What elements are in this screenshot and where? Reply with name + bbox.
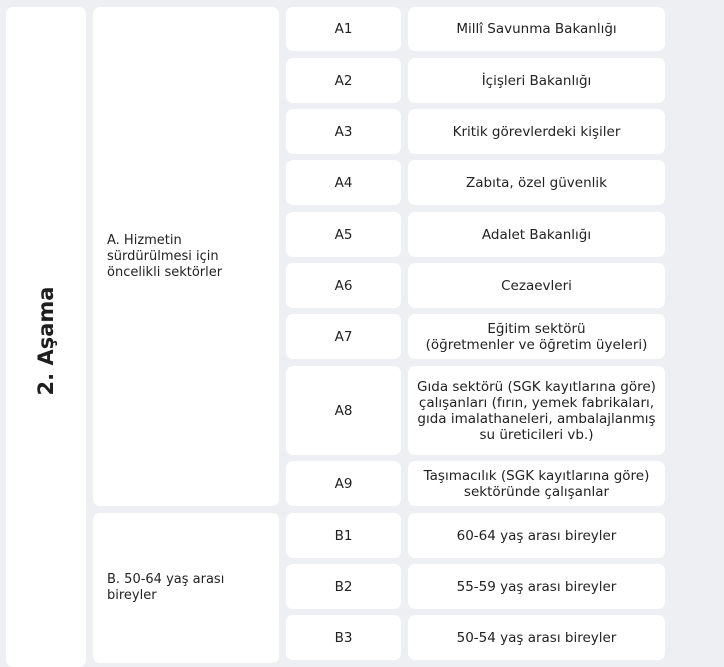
row-description	[408, 7, 665, 51]
row-code	[286, 366, 401, 455]
row-description-text: İçişleri Bakanlığı	[481, 72, 592, 89]
row-description	[408, 461, 665, 506]
group-a	[93, 7, 279, 506]
row-description-text: Adalet Bakanlığı	[481, 226, 592, 243]
row-code	[286, 513, 401, 558]
row-code	[286, 263, 401, 308]
row-description	[408, 513, 665, 558]
row-description	[408, 314, 665, 359]
row-code	[286, 564, 401, 609]
row-code	[286, 461, 401, 506]
group-b	[93, 513, 279, 663]
row-description-text: Gıda sektörü (SGK kayıtlarına göre) çalışanları (fırın, yemek fabrikaları, gıda imalathaneleri, ambalajlanmış su üreticileri vb.)	[417, 378, 656, 443]
row-code-text: A3	[334, 123, 353, 140]
group-a-label: A. Hizmetin sürdürülmesi için öncelikli sektörler	[107, 232, 223, 280]
row-code-text: B2	[334, 578, 353, 595]
row-description-text: Zabıta, özel güvenlik	[466, 174, 607, 191]
row-code	[286, 7, 401, 51]
row-code-text: A9	[334, 475, 353, 492]
row-description-text: Cezaevleri	[501, 277, 572, 294]
stage-column	[6, 7, 86, 667]
row-code-text: B1	[334, 527, 353, 544]
row-description-text: Millî Savunma Bakanlığı	[456, 21, 617, 37]
row-description-text: Kritik görevlerdeki kişiler	[452, 123, 621, 140]
row-description	[408, 109, 665, 154]
row-description	[408, 263, 665, 308]
row-code	[286, 58, 401, 103]
row-description-text: 50-54 yaş arası bireyler	[456, 629, 617, 646]
row-description	[408, 212, 665, 257]
row-code-text: A4	[334, 174, 353, 191]
row-description	[408, 615, 665, 660]
row-code-text: A2	[334, 72, 353, 89]
group-b-label: B. 50-64 yaş arası bireyler	[107, 572, 225, 603]
row-code-text: A6	[334, 277, 353, 294]
row-description	[408, 160, 665, 205]
row-code-text: A1	[334, 21, 353, 37]
row-code	[286, 615, 401, 660]
row-code	[286, 160, 401, 205]
row-description-text: Eğitim sektörü (öğretmenler ve öğretim üyeleri)	[425, 320, 648, 353]
row-description	[408, 58, 665, 103]
row-code-text: A5	[334, 226, 353, 243]
stage-title: 2. Aşama	[34, 286, 58, 396]
row-description-text: 55-59 yaş arası bireyler	[456, 578, 617, 595]
row-code-text: B3	[334, 629, 353, 646]
row-code-text: A8	[334, 402, 353, 419]
row-description	[408, 564, 665, 609]
row-code	[286, 314, 401, 359]
row-code	[286, 212, 401, 257]
row-description	[408, 366, 665, 455]
row-code	[286, 109, 401, 154]
row-description-text: 60-64 yaş arası bireyler	[456, 527, 617, 544]
row-code-text: A7	[334, 328, 353, 345]
row-description-text: Taşımacılık (SGK kayıtlarına göre) sektöründe çalışanlar	[423, 467, 650, 500]
